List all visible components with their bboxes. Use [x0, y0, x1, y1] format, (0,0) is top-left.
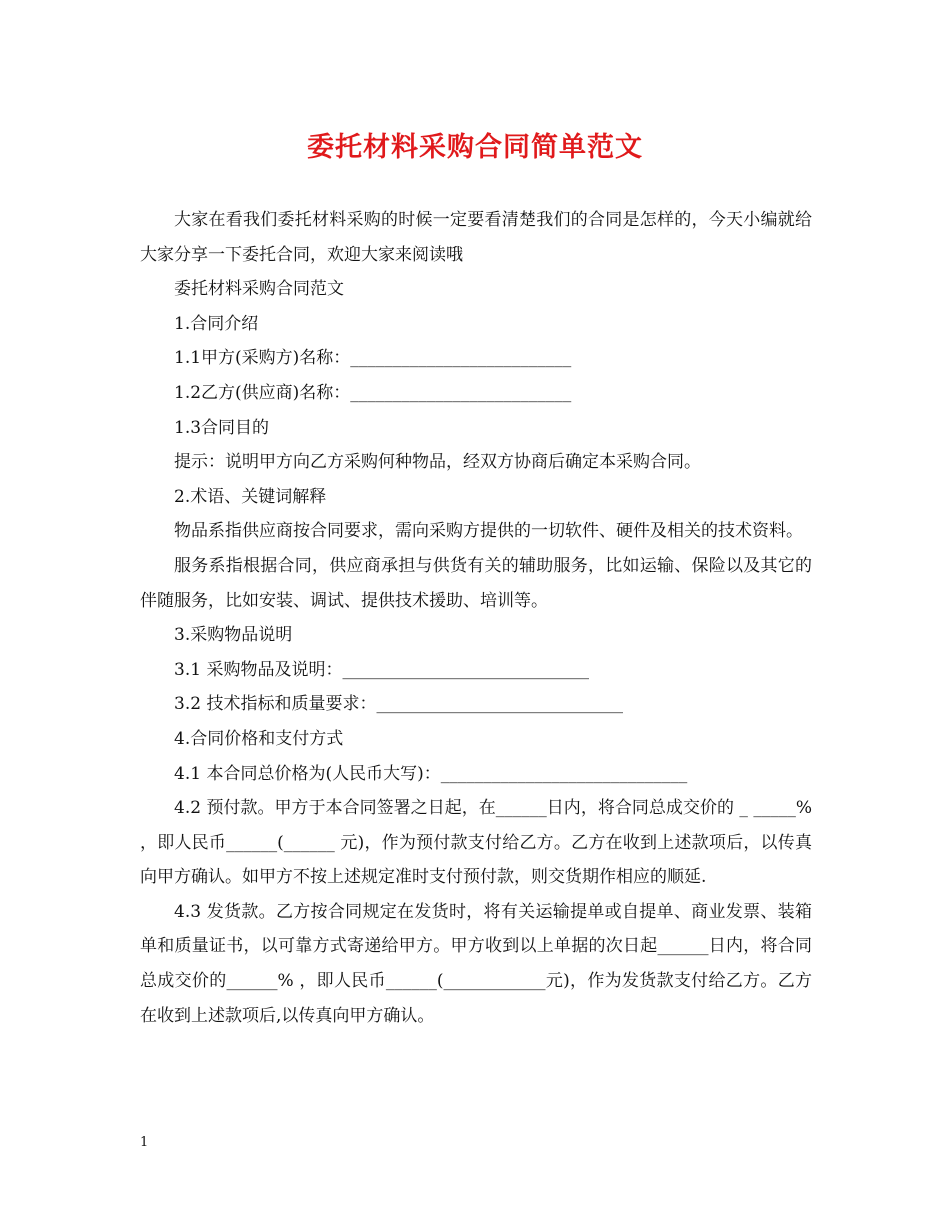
clause-3-1: 3.1 采购物品及说明：_____________________________: [174, 659, 589, 680]
definition-goods: 物品系指供应商按合同要求，需向采购方提供的一切软件、硬件及相关的技术资料。: [174, 521, 803, 542]
clause-4-3: 4.3 发货款。乙方按合同规定在发货时，将有关运输提单或自提单、商业发票、装箱单和质量证书，以可靠方式寄递给甲方。甲方收到以上单据的次日起______日内，将合同总成交价的______% ，即人民币______(____________元)，作为发货款支付给乙方。乙方在收到上述款项后,以传真向甲方确认。: [140, 901, 812, 1026]
section-heading-4: 4.合同价格和支付方式: [174, 728, 344, 749]
clause-1-2: 1.2乙方(供应商)名称：__________________________: [174, 382, 572, 403]
page-number: 1: [140, 1135, 149, 1150]
document-title: 委托材料采购合同简单范文: [307, 132, 643, 163]
clause-1-3: 1.3合同目的: [174, 417, 270, 438]
section-heading-contract-sample: 委托材料采购合同范文: [174, 279, 344, 300]
section-heading-2: 2.术语、关键词解释: [174, 486, 327, 507]
hint-paragraph: 提示：说明甲方向乙方采购何种物品，经双方协商后确定本采购合同。: [174, 452, 701, 473]
document-body: [140, 203, 812, 1033]
section-heading-3: 3.采购物品说明: [174, 625, 293, 646]
clause-3-2: 3.2 技术指标和质量要求：_____________________________: [174, 694, 623, 715]
intro-paragraph: 大家在看我们委托材料采购的时候一定要看清楚我们的合同是怎样的，今天小编就给大家分享一下委托合同，欢迎大家来阅读哦: [140, 210, 812, 265]
clause-1-1: 1.1甲方(采购方)名称：__________________________: [174, 348, 572, 369]
clause-4-2: 4.2 预付款。甲方于本合同签署之日起，在______日内，将合同总成交价的 _ _____% ，即人民币______(______ 元)，作为预付款支付给乙方。乙方在收到上述款项后，以传真向甲方确认。如甲方不按上述规定准时支付预付款，则交货期作相应的顺延.: [140, 798, 812, 888]
definition-services: 服务系指根据合同，供应商承担与供货有关的辅助服务，比如运输、保险以及其它的伴随服务，比如安装、调试、提供技术援助、培训等。: [140, 555, 812, 611]
clause-4-1: 4.1 本合同总价格为(人民币大写)：_____________________________: [174, 763, 688, 784]
section-heading-1: 1.合同介绍: [174, 313, 259, 334]
